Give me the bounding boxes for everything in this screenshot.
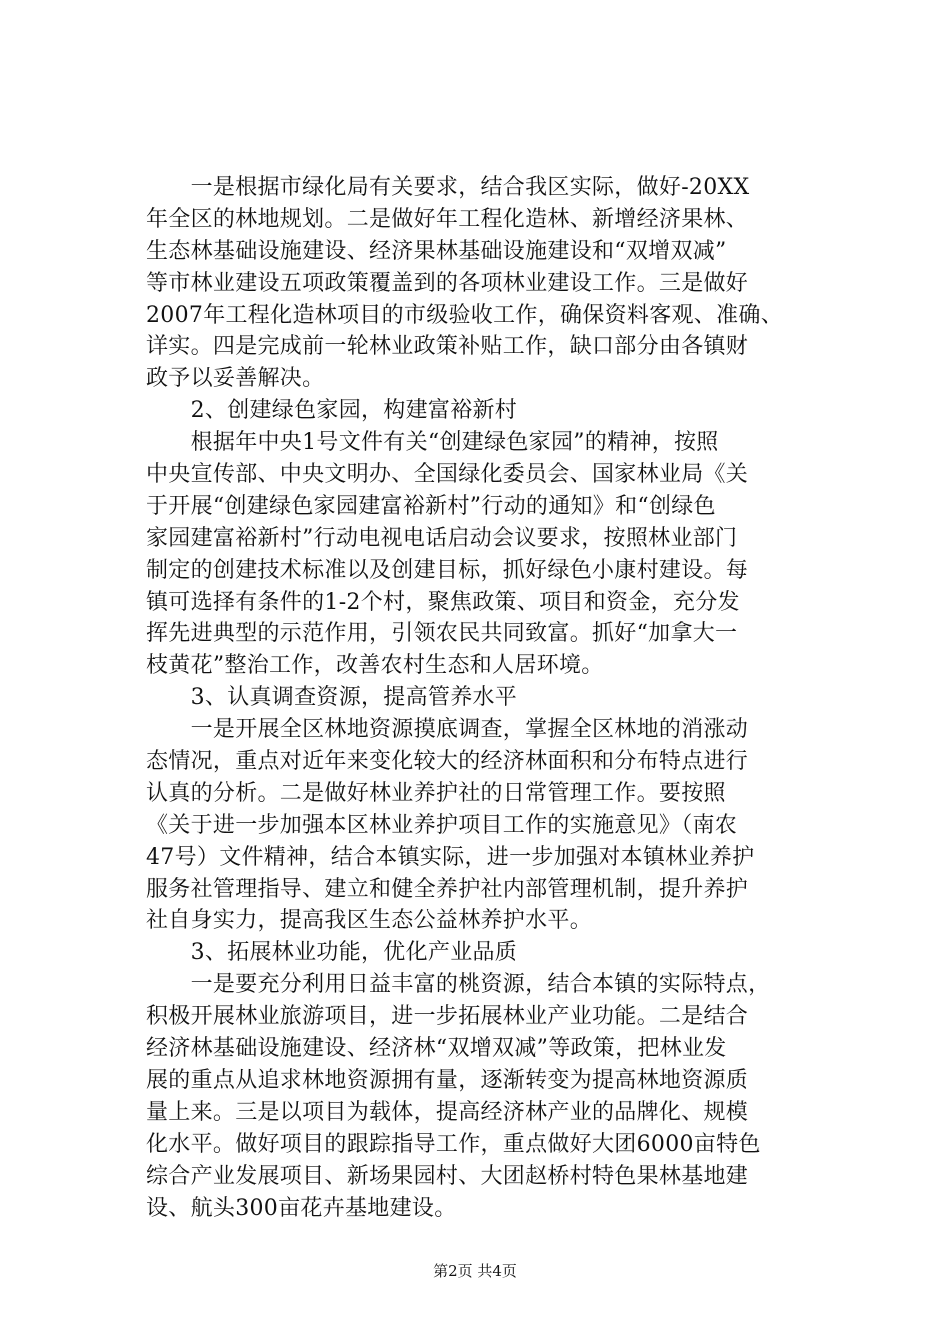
text-line: 生态林基础设施建设、经济果林基础设施建设和“双增双减” — [146, 238, 727, 264]
text-line: 经济林基础设施建设、经济林“双增双减”等政策，把林业发 — [146, 1036, 727, 1062]
section-heading: 3、认真调查资源，提高管养水平 — [146, 685, 518, 711]
text-line: 2007年工程化造林项目的市级验收工作，确保资料客观、准确、 — [146, 302, 783, 328]
text-line: 挥先进典型的示范作用，引领农民共同致富。抓好“加拿大一 — [146, 621, 738, 647]
text-line: 化水平。做好项目的跟踪指导工作，重点做好大团6000亩特色 — [146, 1131, 761, 1157]
text-line: 态情况，重点对近年来变化较大的经济林面积和分布特点进行 — [146, 749, 749, 775]
text-line: 制定的创建技术标准以及创建目标，抓好绿色小康村建设。每 — [146, 557, 749, 583]
text-line: 量上来。三是以项目为载体，提高经济林产业的品牌化、规模 — [146, 1099, 749, 1125]
section-heading: 2、创建绿色家园，构建富裕新村 — [146, 398, 518, 424]
text-line: 一是根据市绿化局有关要求，结合我区实际，做好-20XX — [146, 175, 750, 200]
document-body — [146, 172, 828, 1224]
text-line: 年全区的林地规划。二是做好年工程化造林、新增经济果林、 — [146, 206, 749, 232]
text-line: 等市林业建设五项政策覆盖到的各项林业建设工作。三是做好 — [146, 270, 749, 296]
text-line: 服务社管理指导、建立和健全养护社内部管理机制，提升养护 — [146, 876, 749, 902]
text-line: 社自身实力，提高我区生态公益林养护水平。 — [146, 908, 593, 934]
text-line: 一是开展全区林地资源摸底调查，掌握全区林地的消涨动 — [146, 717, 749, 743]
text-line: 积极开展林业旅游项目，进一步拓展林业产业功能。二是结合 — [146, 1004, 749, 1030]
text-line: 综合产业发展项目、新场果园村、大团赵桥村特色果林基地建 — [146, 1163, 749, 1189]
text-line: 枝黄花”整治工作，改善农村生态和人居环境。 — [146, 653, 604, 679]
text-line: 认真的分析。二是做好林业养护社的日常管理工作。要按照 — [146, 780, 726, 806]
text-line: 一是要充分利用日益丰富的桃资源，结合本镇的实际特点， — [146, 972, 771, 998]
text-line: 47号）文件精神，结合本镇实际，进一步加强对本镇林业养护 — [146, 844, 755, 870]
page-footer: 第2页 共4页 — [433, 1262, 517, 1280]
text-line: 《关于进一步加强本区林业养护项目工作的实施意见》（南农 — [146, 812, 738, 838]
text-line: 于开展“创建绿色家园建富裕新村”行动的通知》和“创绿色 — [146, 493, 716, 519]
text-line: 政予以妥善解决。 — [146, 366, 325, 392]
text-line: 镇可选择有条件的1-2个村，聚焦政策、项目和资金，充分发 — [146, 589, 740, 615]
text-line: 详实。四是完成前一轮林业政策补贴工作，缺口部分由各镇财 — [146, 334, 749, 360]
text-line: 展的重点从追求林地资源拥有量，逐渐转变为提高林地资源质 — [146, 1067, 749, 1093]
text-line: 根据年中央1号文件有关“创建绿色家园”的精神，按照 — [146, 430, 719, 456]
text-line: 中央宣传部、中央文明办、全国绿化委员会、国家林业局《关 — [146, 462, 749, 488]
section-heading: 3、拓展林业功能，优化产业品质 — [146, 940, 518, 966]
text-line: 设、航头300亩花卉基地建设。 — [146, 1195, 457, 1221]
text-line: 家园建富裕新村”行动电视电话启动会议要求，按照林业部门 — [146, 525, 738, 551]
